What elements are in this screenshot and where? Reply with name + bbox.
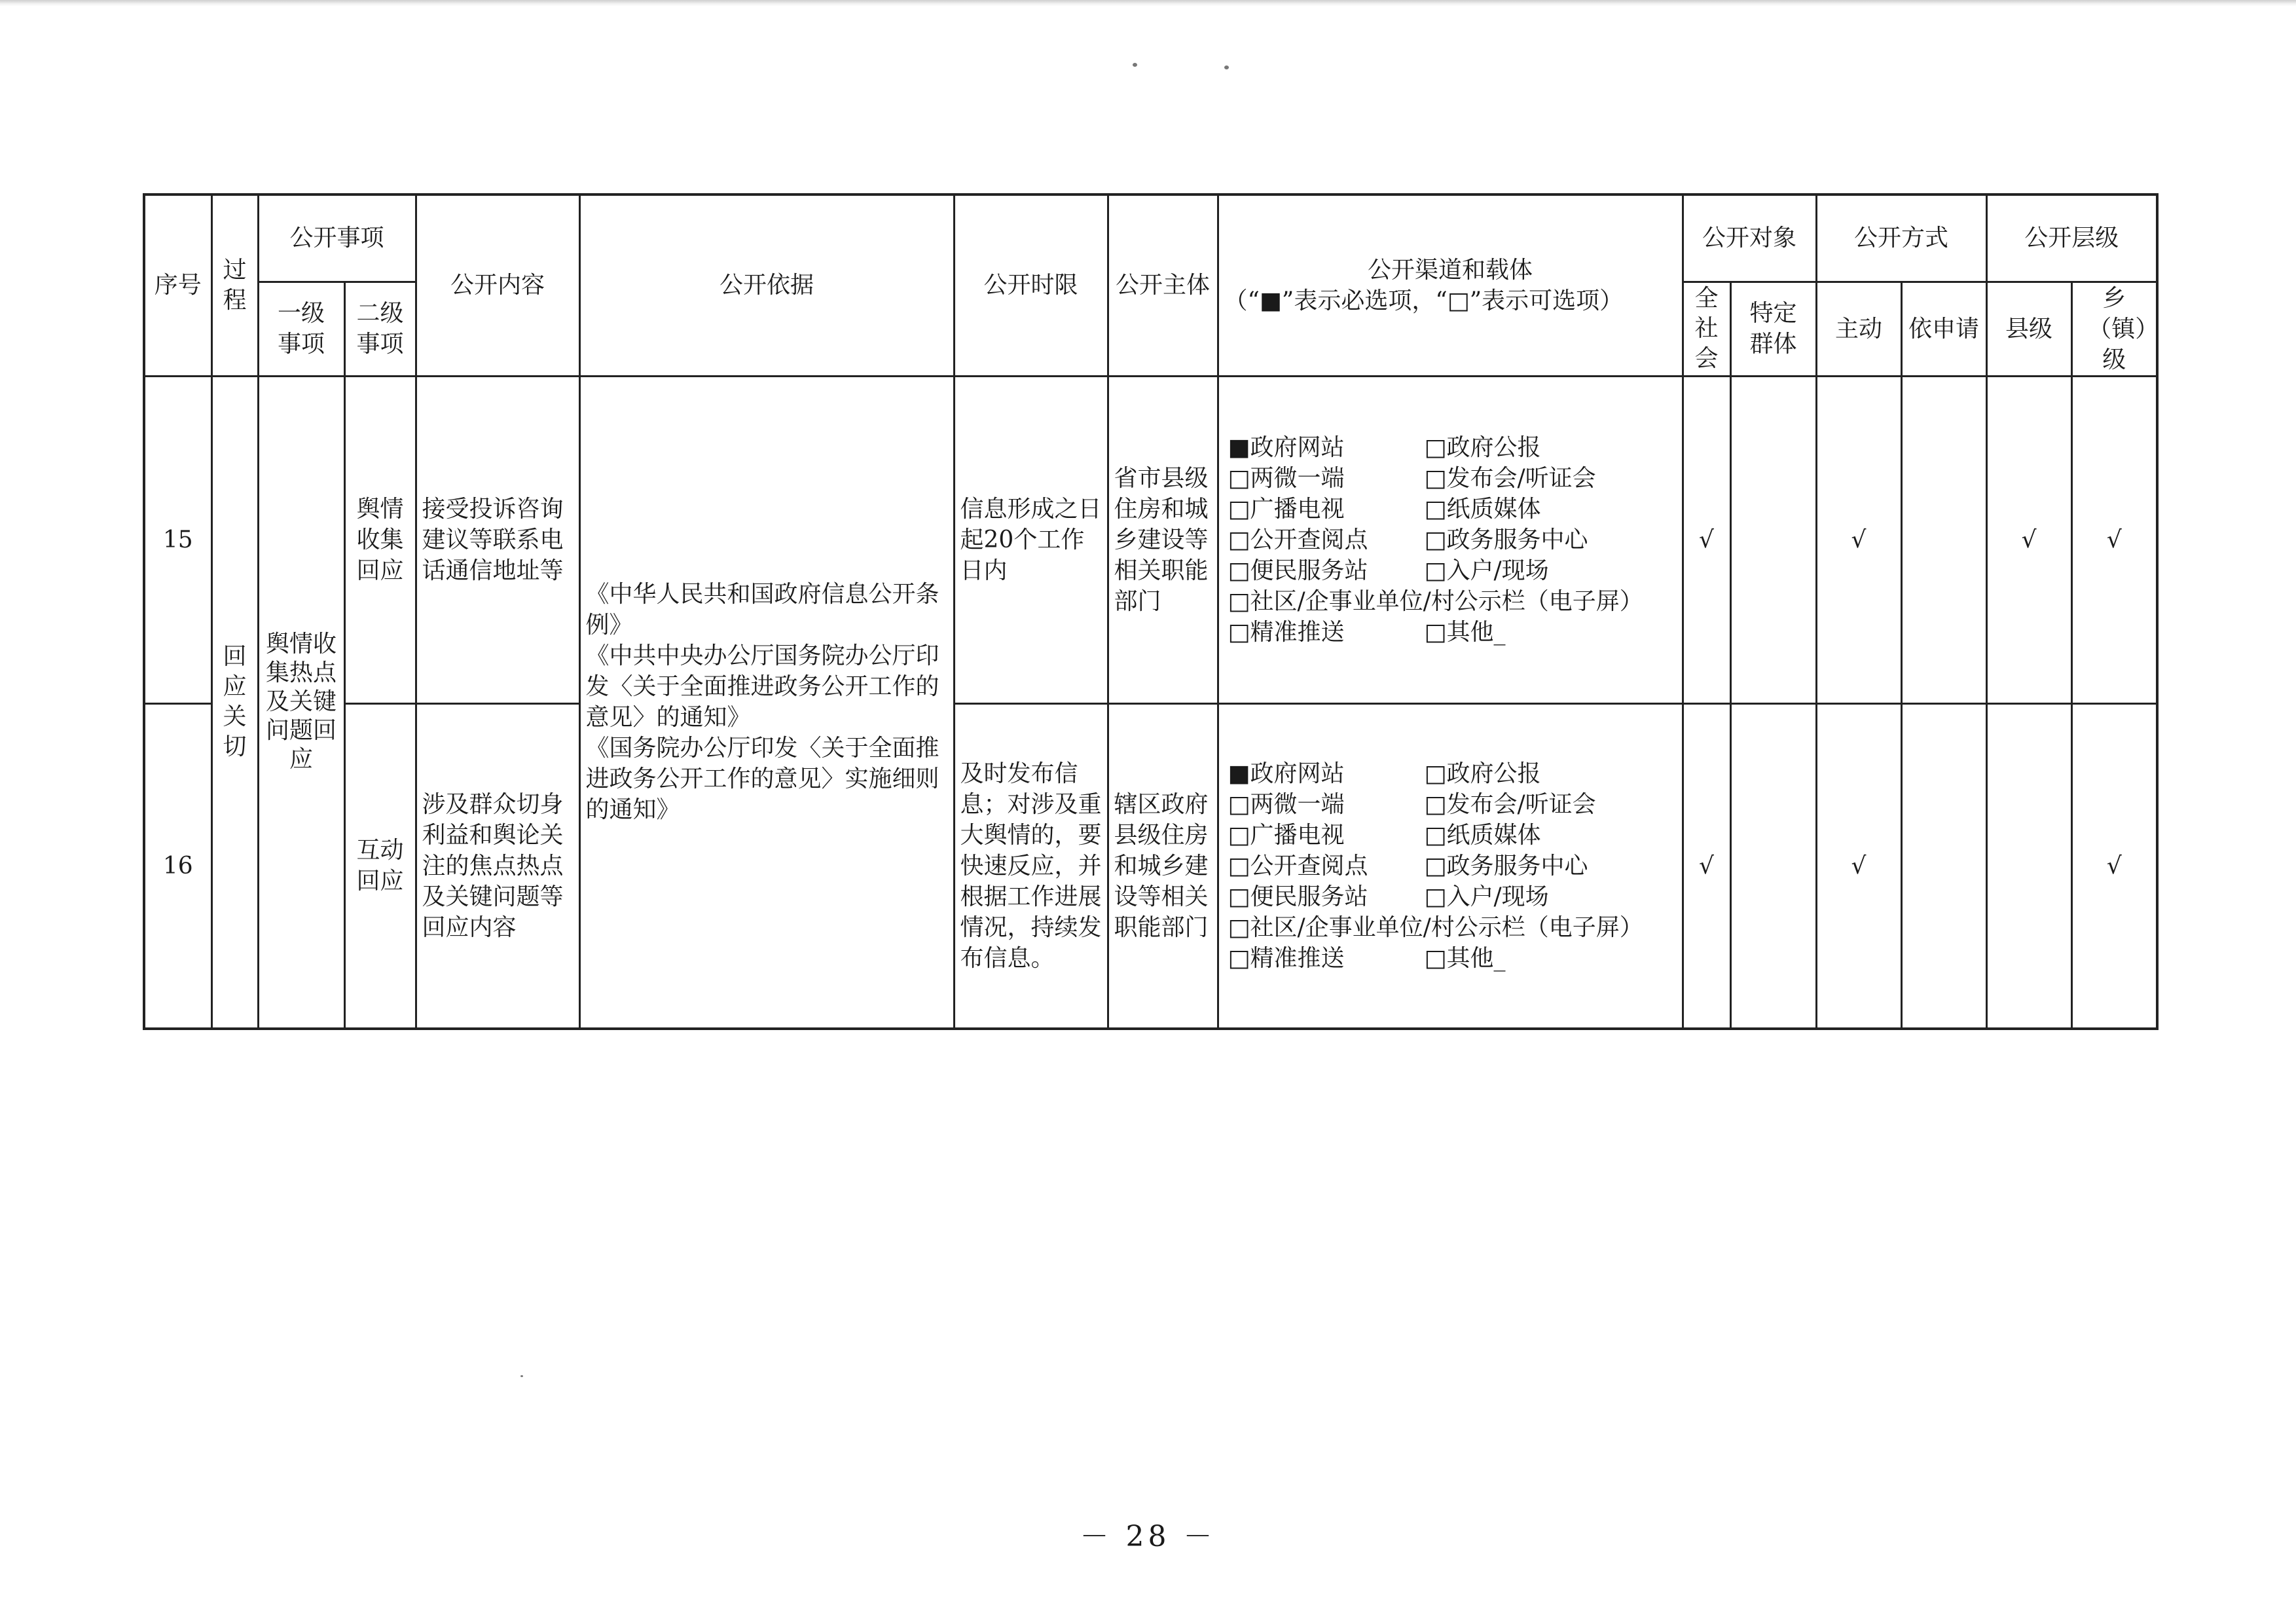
row-content: 接受投诉咨询建议等联系电话通信地址等 (416, 376, 579, 703)
check-method-apply (1901, 376, 1986, 703)
channel-list (1219, 432, 1682, 648)
channel-option: □其他_ (1424, 944, 1506, 972)
header-level: 公开层级 (1986, 194, 2157, 282)
header-process: 过程 (211, 194, 258, 376)
channel-option: □纸质媒体 (1424, 821, 1541, 849)
row-seq: 16 (144, 703, 211, 1029)
row-level2-item: 互动回应 (344, 703, 416, 1029)
check-target-all: √ (1683, 703, 1730, 1029)
channel-option: □精准推送 (1228, 618, 1345, 646)
channel-option: □发布会/听证会 (1424, 464, 1596, 492)
channel-option: □两微一端 (1228, 464, 1345, 492)
check-target-specific (1730, 376, 1816, 703)
channel-option: □公开查阅点 (1228, 526, 1368, 553)
row-time-limit: 信息形成之日起20个工作日内 (954, 376, 1108, 703)
channel-option: □公开查阅点 (1228, 852, 1368, 879)
header-method: 公开方式 (1816, 194, 1986, 282)
channel-list (1219, 758, 1682, 974)
channel-option: □两微一端 (1228, 790, 1345, 818)
header-method-active: 主动 (1816, 282, 1901, 376)
check-target-all: √ (1683, 376, 1730, 703)
channel-option: □政府公报 (1424, 434, 1541, 461)
channel-option: □广播电视 (1228, 821, 1345, 849)
row-seq: 15 (144, 376, 211, 703)
disclosure-table (143, 193, 2159, 1030)
header-basis: 公开依据 (579, 194, 954, 376)
table-row (144, 376, 2157, 703)
row-basis: 《中华人民共和国政府信息公开条例》 《中共中央办公厅国务院办公厅印发〈关于全面推进政务公开工作的意见〉的通知》 《国务院办公厅印发〈关于全面推进政务公开工作的意见〉实施细则的通知》 (579, 376, 954, 1029)
channel-option: □社区/企事业单位/村公示栏（电子屏） (1228, 587, 1643, 615)
check-method-active: √ (1816, 376, 1901, 703)
channel-option: □便民服务站 (1228, 883, 1368, 910)
channel-option: □政务服务中心 (1424, 526, 1588, 553)
page-number: － 28 － (1080, 1520, 1216, 1553)
check-method-apply (1901, 703, 1986, 1029)
channel-option: □入户/现场 (1424, 557, 1549, 584)
check-target-specific (1730, 703, 1816, 1029)
header-channels (1218, 194, 1683, 376)
header-method-apply: 依申请 (1901, 282, 1986, 376)
check-level-town: √ (2071, 376, 2157, 703)
header-channels-title: 公开渠道和载体 (1368, 256, 1533, 284)
channel-option: □入户/现场 (1424, 883, 1549, 910)
row-channels (1218, 376, 1683, 703)
channel-option: □精准推送 (1228, 944, 1345, 972)
header-level-county: 县级 (1986, 282, 2071, 376)
check-level-town: √ (2071, 703, 2157, 1029)
row-subject: 辖区政府县级住房和城乡建设等相关职能部门 (1108, 703, 1218, 1029)
header-content: 公开内容 (416, 194, 579, 376)
header-target-all: 全社会 (1683, 282, 1730, 376)
row-level2-item: 舆情收集回应 (344, 376, 416, 703)
header-target-specific: 特定群体 (1730, 282, 1816, 376)
row-content: 涉及群众切身利益和舆论关注的焦点热点及关键问题等回应内容 (416, 703, 579, 1029)
header-channels-note: （“■”表示必选项，“□”表示可选项） (1224, 287, 1624, 314)
channel-option: □广播电视 (1228, 495, 1345, 523)
header-seq: 序号 (144, 194, 211, 376)
scan-speck (1133, 63, 1137, 67)
channel-option: ■政府网站 (1228, 760, 1345, 787)
header-item-level2: 二级事项 (344, 282, 416, 376)
channel-option: □便民服务站 (1228, 557, 1368, 584)
row-channels (1218, 703, 1683, 1029)
header-item: 公开事项 (258, 194, 416, 282)
row-subject: 省市县级住房和城乡建设等相关职能部门 (1108, 376, 1218, 703)
header-target: 公开对象 (1683, 194, 1816, 282)
header-row-1 (144, 194, 2157, 282)
channel-option: □纸质媒体 (1424, 495, 1541, 523)
table-row (144, 703, 2157, 1029)
scan-edge (0, 0, 2296, 7)
channel-option: □政府公报 (1424, 760, 1541, 787)
header-time-limit: 公开时限 (954, 194, 1108, 376)
header-level-town: 乡（镇）级 (2071, 282, 2157, 376)
scan-speck (1224, 65, 1229, 69)
channel-option: □其他_ (1424, 618, 1506, 646)
check-level-county (1986, 703, 2071, 1029)
header-subject: 公开主体 (1108, 194, 1218, 376)
row-level1-item: 舆情收集热点及关键问题回应 (258, 376, 344, 1029)
header-item-level1: 一级事项 (258, 282, 344, 376)
channel-option: □社区/企事业单位/村公示栏（电子屏） (1228, 913, 1643, 941)
channel-option: □发布会/听证会 (1424, 790, 1596, 818)
scan-speck (520, 1375, 523, 1377)
channel-option: ■政府网站 (1228, 434, 1345, 461)
check-method-active: √ (1816, 703, 1901, 1029)
check-level-county: √ (1986, 376, 2071, 703)
channel-option: □政务服务中心 (1424, 852, 1588, 879)
row-time-limit: 及时发布信息；对涉及重大舆情的，要快速反应，并根据工作进展情况，持续发布信息。 (954, 703, 1108, 1029)
row-process: 回应关切 (211, 376, 258, 1029)
